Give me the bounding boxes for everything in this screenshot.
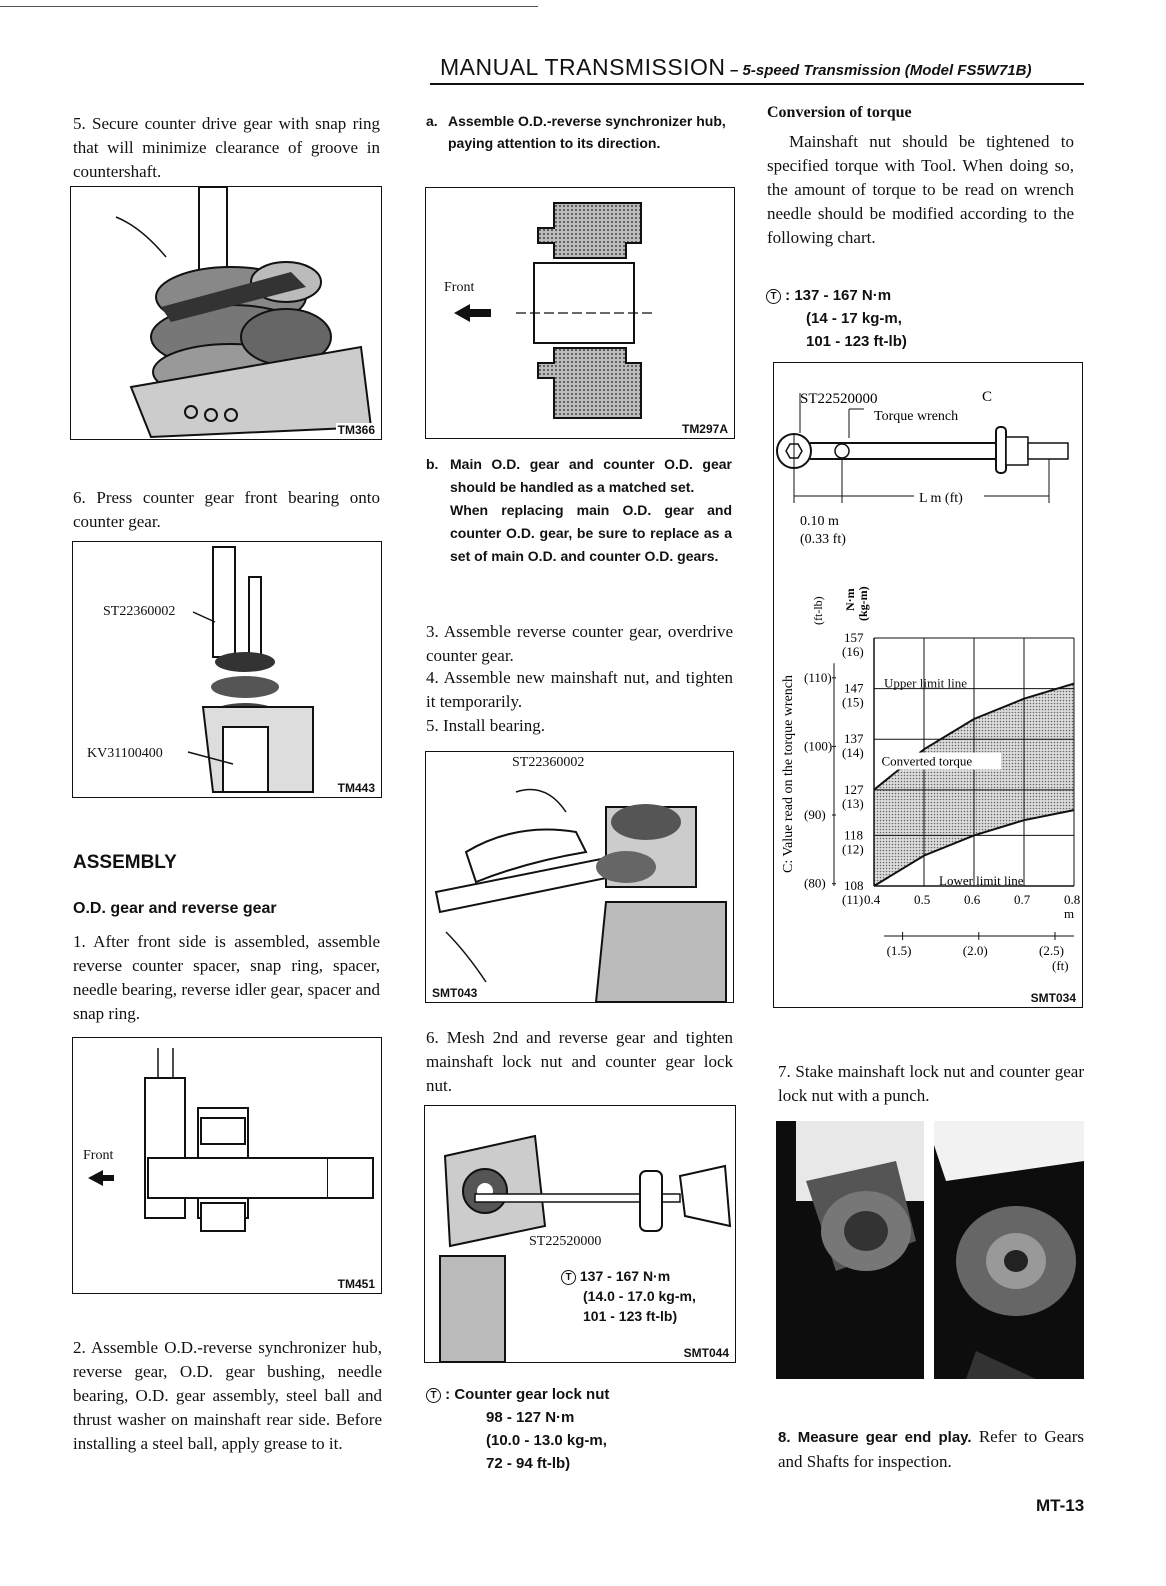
note-a-letter: a. xyxy=(426,113,438,129)
y-axis-title: C: Value read on the torque wrench xyxy=(781,674,796,873)
x-unit-m-label: m xyxy=(1064,906,1075,921)
unit-kgm-label: (kg-m) xyxy=(856,586,870,621)
torque-conversion-chart xyxy=(774,363,1082,1007)
step8-rest: Refer to Gears and Shafts for inspection. xyxy=(778,1427,1084,1471)
note-a-text: Assemble O.D.-reverse synchronizer hub, paying attention to its direction. xyxy=(448,113,726,151)
note-b-text1: Main O.D. gear and counter O.D. gear should be handled as a matched set. xyxy=(450,456,732,495)
header-rule xyxy=(430,83,1084,85)
y-tick-kgm: (13) xyxy=(842,795,864,811)
col2-step3: 3. Assemble reverse counter gear, overdrive counter gear. xyxy=(426,622,733,665)
figure-tm443 xyxy=(72,541,382,798)
front-label: Front xyxy=(444,280,475,295)
synchronizer-hub-section xyxy=(426,188,734,438)
y-tick-kgm: (11) xyxy=(842,892,864,907)
x-tick-ft: (2.5) xyxy=(1039,943,1064,958)
header-subtitle: – 5-speed Transmission (Model FS5W71B) xyxy=(730,62,1032,79)
annotation-upper-limit: Upper limit line xyxy=(884,675,968,691)
step8-bold: 8. Measure gear end play. xyxy=(778,1429,972,1446)
lock-spec1: 98 - 127 N·m xyxy=(486,1409,575,1426)
y-tick-nm: 157 xyxy=(844,630,864,645)
note-b xyxy=(426,453,732,568)
x-tick-m: 0.6 xyxy=(964,892,981,907)
figure-label: SMT043 xyxy=(432,986,478,1000)
y-tick-ftlb: (90) xyxy=(804,807,826,823)
x-tick-ft: (1.5) xyxy=(886,943,912,958)
length-label: L m (ft) xyxy=(919,491,963,506)
figure-smt034 xyxy=(773,362,1083,1008)
col1-step5: 5. Secure counter drive gear with snap ring that will minimize clearance of groove in countershaft. xyxy=(73,114,380,181)
note-a xyxy=(426,110,732,154)
smt044-torque2: (14.0 - 17.0 kg-m, xyxy=(583,1288,696,1304)
figure-label: TM366 xyxy=(337,423,375,437)
y-tick-nm: 127 xyxy=(844,781,864,797)
od-gear-heading: O.D. gear and reverse gear xyxy=(73,900,277,917)
callout-st22360002: ST22360002 xyxy=(103,604,176,619)
y-tick-ftlb: (100) xyxy=(804,738,833,754)
col1-step1: 1. After front side is assembled, assemble reverse counter spacer, snap ring, spacer, needle bearing, reverse idler gear, spacer and snap ring. xyxy=(73,932,380,1023)
figure-smt043 xyxy=(425,751,734,1003)
mainshaft-torque-spec xyxy=(766,284,907,353)
y-tick-kgm: (16) xyxy=(842,644,864,659)
unit-nm-label: N·m xyxy=(843,588,857,611)
x-tick-m: 0.7 xyxy=(1014,892,1031,907)
offset-label-m: 0.10 m xyxy=(800,514,839,529)
y-tick-nm: 108 xyxy=(844,878,864,893)
offset-label-ft: (0.33 ft) xyxy=(800,532,846,547)
conversion-text: Mainshaft nut should be tightened to specified torque with Tool. When doing so, the amount of torque to be read on wrench needle should be modified according to the following chart. xyxy=(767,132,1074,247)
figure-label: TM297A xyxy=(681,422,728,436)
y-tick-kgm: (12) xyxy=(842,841,864,857)
figure-label: TM451 xyxy=(337,1277,375,1291)
page-header xyxy=(440,54,1031,81)
c-mark-label: C xyxy=(982,389,993,405)
assembly-heading: ASSEMBLY xyxy=(73,852,177,873)
figure-label: TM443 xyxy=(337,781,375,795)
photo-illustration xyxy=(776,1121,1084,1379)
spec1: : 137 - 167 N·m xyxy=(785,287,892,304)
y-tick-nm: 137 xyxy=(844,731,864,747)
y-tick-ftlb: (110) xyxy=(804,669,832,685)
figure-label: SMT044 xyxy=(683,1346,729,1360)
counter-gear-illustration xyxy=(71,187,381,439)
col2-step6: 6. Mesh 2nd and reverse gear and tighten mainshaft lock nut and counter gear lock nut. xyxy=(426,1028,733,1095)
y-tick-kgm: (15) xyxy=(842,694,864,710)
stake-lock-nut-photo xyxy=(776,1121,1084,1379)
col3-step7: 7. Stake mainshaft lock nut and counter gear lock nut with a punch. xyxy=(778,1062,1084,1105)
col2-step4: 4. Assemble new mainshaft nut, and tighten it temporarily. xyxy=(426,668,733,711)
col2-step5: 5. Install bearing. xyxy=(426,716,545,735)
spec3: 101 - 123 ft-lb) xyxy=(806,333,907,350)
front-label: Front xyxy=(83,1148,114,1163)
col3-step8 xyxy=(778,1425,1084,1474)
torque-symbol-icon: T xyxy=(766,289,781,304)
figure-smt044 xyxy=(424,1105,736,1363)
conversion-heading: Conversion of torque xyxy=(767,104,912,121)
bearing-install-illustration xyxy=(426,752,733,1002)
annotation-lower-limit: Lower limit line xyxy=(939,872,1024,888)
tool-number-label: ST22520000 xyxy=(800,391,878,407)
unit-ftlb-label: (ft-lb) xyxy=(811,596,825,625)
x-tick-m: 0.5 xyxy=(914,892,931,907)
callout-st22520000: ST22520000 xyxy=(529,1234,602,1249)
callout-kv31100400: KV31100400 xyxy=(87,746,163,761)
y-tick-ftlb: (80) xyxy=(804,875,826,891)
y-tick-nm: 147 xyxy=(844,680,864,696)
col1-step6: 6. Press counter gear front bearing onto counter gear. xyxy=(73,488,380,531)
annotation-converted-torque: Converted torque xyxy=(881,753,973,769)
idler-gear-illustration xyxy=(73,1038,381,1293)
col1-step2: 2. Assemble O.D.-reverse synchronizer hub, reverse gear, O.D. gear bushing, needle bearing, O.D. gear assembly, steel ball and thrust washer on mainshaft rear side. Before installing a steel ball, apply grease to it. xyxy=(73,1338,382,1453)
x-unit-ft-label: (ft) xyxy=(1052,958,1069,973)
smt044-torque3: 101 - 123 ft-lb) xyxy=(583,1308,678,1324)
smt044-torque1: 137 - 167 N·m xyxy=(579,1268,671,1284)
torque-symbol-icon: T xyxy=(426,1388,441,1403)
lock-title: : Counter gear lock nut xyxy=(445,1386,610,1403)
lock-spec3: 72 - 94 ft-lb) xyxy=(486,1455,571,1472)
x-tick-ft: (2.0) xyxy=(962,943,988,958)
torque-wrench-label: Torque wrench xyxy=(874,409,959,424)
page-number: MT-13 xyxy=(1036,1496,1085,1515)
lock-spec2: (10.0 - 13.0 kg-m, xyxy=(486,1432,607,1449)
torque-symbol-icon: T xyxy=(561,1270,576,1285)
spec2: (14 - 17 kg-m, xyxy=(806,310,902,327)
figure-tm366 xyxy=(70,186,382,440)
x-tick-m: 0.8 xyxy=(1064,892,1081,907)
figure-label: SMT034 xyxy=(1030,991,1076,1005)
callout-st22360002: ST22360002 xyxy=(512,755,585,770)
counter-gear-lock-nut-spec xyxy=(426,1383,609,1475)
note-b-text2: When replacing main O.D. gear and counter O.D. gear, be sure to replace as a set of main O.D. and counter O.D. gears. xyxy=(450,502,732,564)
top-rule xyxy=(0,6,538,7)
y-tick-nm: 118 xyxy=(844,827,864,843)
x-tick-m: 0.4 xyxy=(864,892,881,907)
smt044-torque xyxy=(561,1266,696,1326)
figure-tm451 xyxy=(72,1037,382,1294)
y-tick-kgm: (14) xyxy=(842,745,864,761)
figure-tm297a xyxy=(425,187,735,439)
note-b-letter: b. xyxy=(426,456,439,472)
header-title: MANUAL TRANSMISSION xyxy=(440,54,726,80)
